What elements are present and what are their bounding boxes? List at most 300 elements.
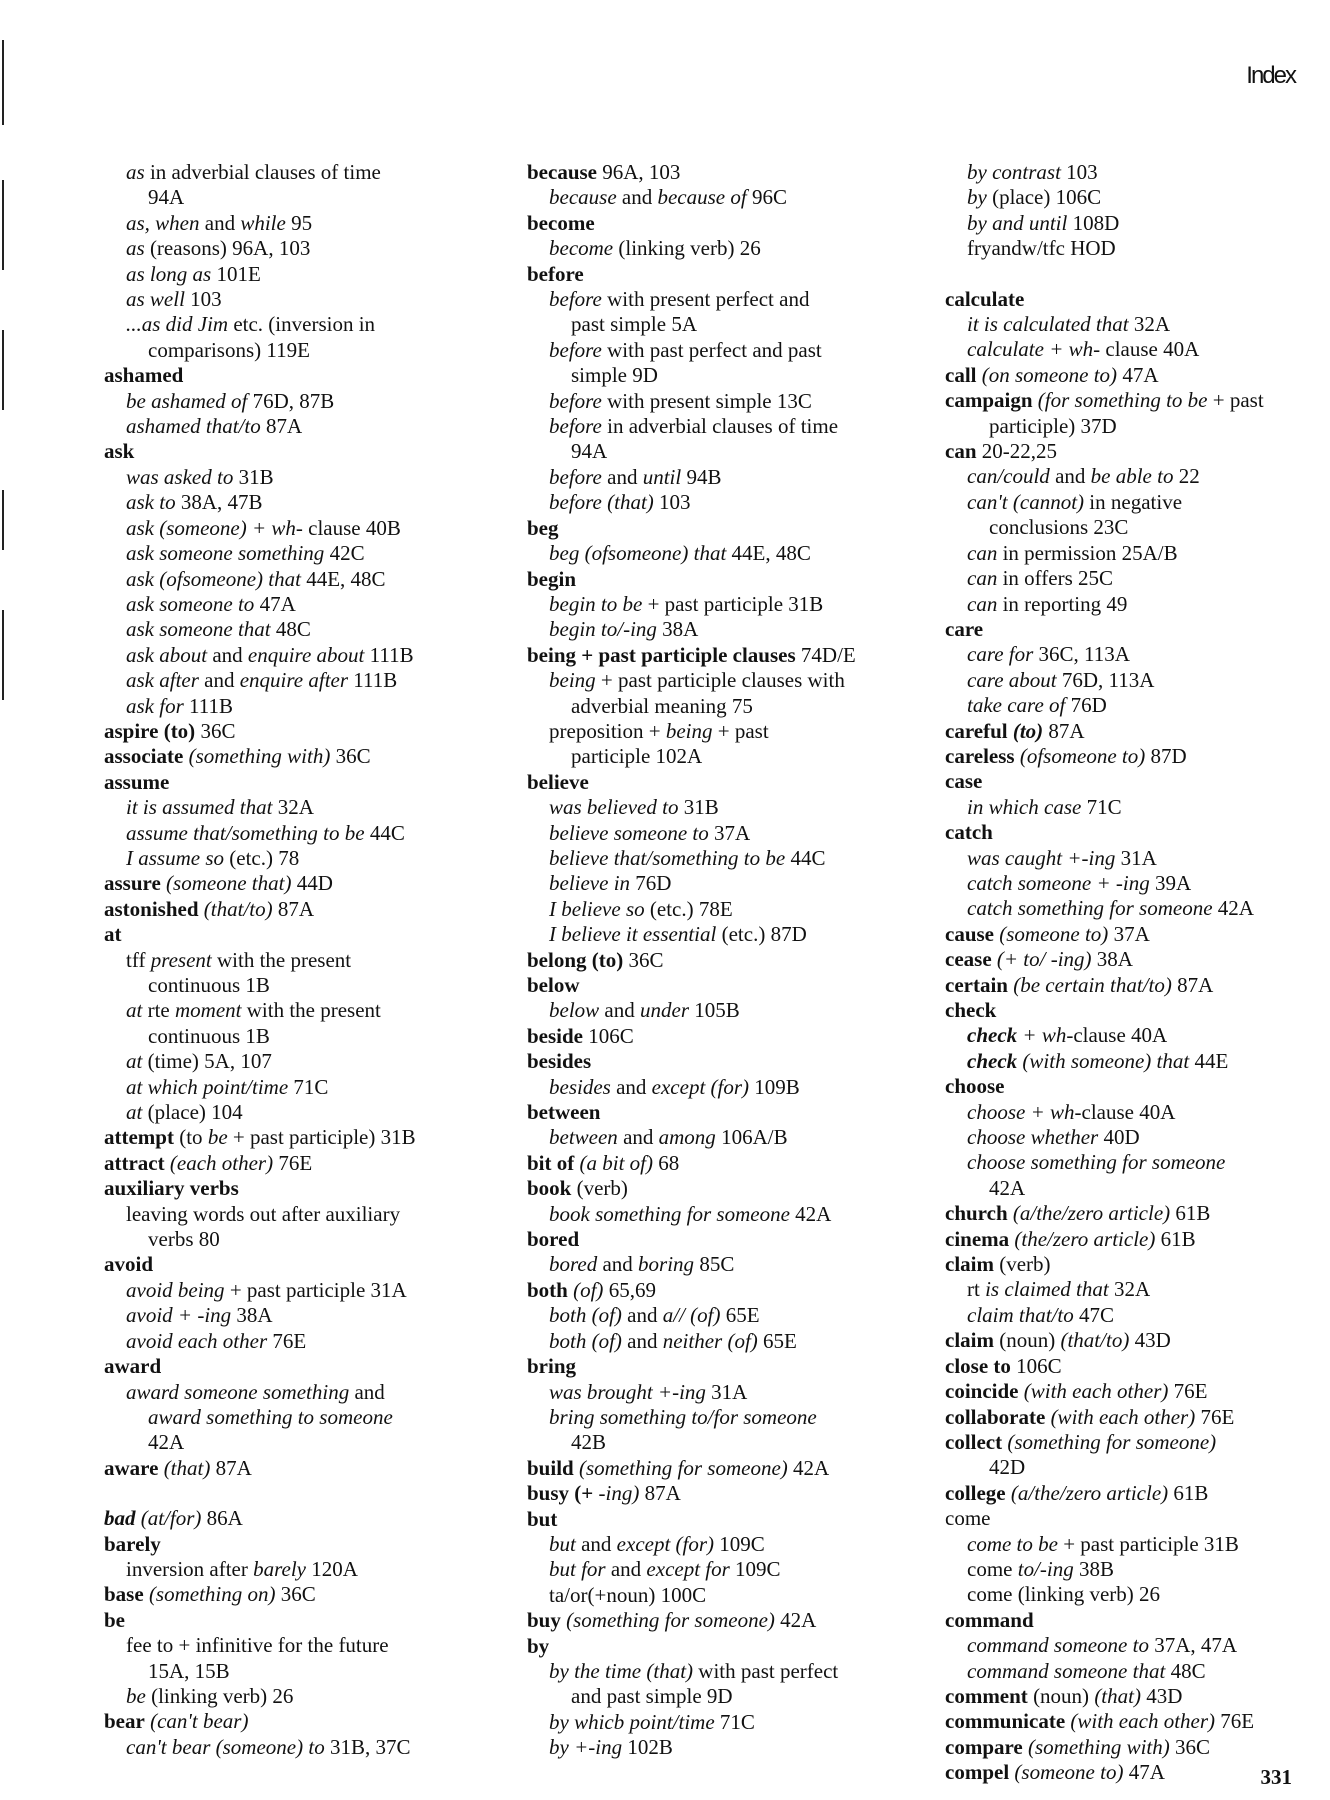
index-term: (on someone to) bbox=[981, 362, 1118, 387]
index-text: clause 40B bbox=[302, 515, 401, 540]
index-term: besides bbox=[549, 1074, 611, 1099]
index-text: participle 102A bbox=[571, 744, 703, 769]
index-term: enquire about bbox=[247, 642, 365, 667]
index-headword-line bbox=[104, 439, 524, 464]
index-entry-line bbox=[945, 1633, 1330, 1658]
index-term: (something for someone) bbox=[578, 1455, 788, 1480]
index-headword-line bbox=[945, 287, 1330, 312]
index-text: 37A bbox=[1108, 921, 1150, 946]
index-entry-line bbox=[945, 1100, 1330, 1125]
index-text: 47A bbox=[254, 591, 296, 616]
index-entry-line bbox=[527, 414, 947, 439]
index-headword: careless bbox=[945, 743, 1015, 768]
index-text: 111B bbox=[364, 642, 414, 667]
index-headword-line bbox=[527, 948, 947, 973]
index-headword-line bbox=[527, 567, 947, 592]
index-term: assume that/something to be bbox=[126, 820, 365, 845]
index-text: + past bbox=[712, 718, 769, 743]
index-text: 38B bbox=[1073, 1556, 1114, 1581]
index-headword-line bbox=[104, 1354, 524, 1379]
index-term: bring something to/for someone bbox=[549, 1404, 817, 1429]
index-headword: before bbox=[527, 261, 584, 286]
index-headword: catch bbox=[945, 820, 993, 845]
index-text: and bbox=[597, 1252, 639, 1277]
index-text: 109C bbox=[714, 1531, 765, 1556]
index-entry-line bbox=[945, 1150, 1330, 1175]
index-term: (something with) bbox=[188, 744, 331, 769]
index-text: 32A bbox=[1128, 312, 1170, 337]
index-headword-line bbox=[104, 363, 524, 388]
index-entry-line bbox=[527, 236, 947, 261]
index-headword: both bbox=[527, 1277, 568, 1302]
index-text: (place) 104 bbox=[142, 1100, 243, 1125]
index-headword: cinema bbox=[945, 1226, 1010, 1251]
index-text: 71C bbox=[1081, 794, 1122, 819]
index-headword: aware bbox=[104, 1455, 159, 1480]
index-text: and bbox=[610, 1074, 652, 1099]
index-term: by and until bbox=[967, 210, 1068, 235]
index-headword: church bbox=[945, 1201, 1008, 1226]
index-entry-line bbox=[527, 668, 947, 693]
index-term: ask after bbox=[126, 668, 199, 693]
index-entry-line bbox=[945, 160, 1330, 185]
index-text: come bbox=[967, 1556, 1018, 1581]
index-entry-line bbox=[945, 236, 1330, 261]
index-text: 76E bbox=[273, 1150, 313, 1175]
index-term: (something on) bbox=[148, 1582, 276, 1607]
scan-margin-mark bbox=[2, 490, 4, 550]
index-headword-line bbox=[104, 719, 524, 744]
index-text: 31B bbox=[678, 795, 719, 820]
index-entry-line bbox=[945, 464, 1330, 489]
index-headword: bored bbox=[527, 1227, 580, 1252]
index-entry-line bbox=[104, 1202, 524, 1227]
index-headword: by bbox=[527, 1633, 550, 1658]
index-headword-line bbox=[527, 1507, 947, 1532]
index-term: was believed to bbox=[549, 795, 679, 820]
index-term: -ing) bbox=[598, 1481, 640, 1506]
index-text: 109C bbox=[729, 1557, 781, 1582]
index-text: 87A bbox=[1171, 972, 1214, 997]
index-term: a// (of) bbox=[662, 1303, 721, 1328]
index-headword: auxiliary verbs bbox=[104, 1176, 239, 1201]
index-entry-line bbox=[945, 668, 1330, 693]
index-entry-line bbox=[527, 312, 947, 337]
index-text: ta/or(+noun) 100C bbox=[549, 1582, 707, 1607]
index-text: 61B bbox=[1168, 1480, 1209, 1505]
index-text: 42B bbox=[571, 1430, 607, 1455]
index-term: (with each other) bbox=[1050, 1404, 1196, 1429]
index-headword: begin bbox=[527, 566, 577, 591]
index-headword-line bbox=[945, 1709, 1330, 1734]
index-entry-line bbox=[945, 592, 1330, 617]
index-term: before bbox=[549, 414, 602, 439]
index-term: ask to bbox=[126, 490, 176, 515]
index-text: in adverbial clauses of time bbox=[144, 160, 381, 184]
index-entry-line bbox=[945, 490, 1330, 515]
index-headword-line bbox=[104, 1582, 524, 1607]
index-headword-line bbox=[104, 897, 524, 922]
index-headword: ask bbox=[104, 439, 135, 464]
index-term: until bbox=[642, 464, 682, 489]
index-entry-line bbox=[104, 1278, 524, 1303]
index-text: leaving words out after auxiliary bbox=[126, 1201, 401, 1226]
index-text: and bbox=[599, 998, 640, 1023]
index-entry-line bbox=[945, 896, 1330, 921]
index-text: 109B bbox=[749, 1074, 800, 1099]
index-entry-line bbox=[945, 312, 1330, 337]
index-text: fryandw/tfc HOD bbox=[967, 236, 1116, 261]
index-headword-line bbox=[945, 922, 1330, 947]
index-term: between bbox=[549, 1125, 618, 1150]
index-entry-line bbox=[104, 236, 524, 261]
index-term: ask about bbox=[126, 642, 208, 667]
index-text: 20-22,25 bbox=[976, 439, 1057, 464]
index-term: can't (cannot) bbox=[967, 489, 1085, 514]
index-headword: avoid bbox=[104, 1252, 154, 1277]
index-headword-line bbox=[104, 1532, 524, 1557]
index-headword: college bbox=[945, 1480, 1006, 1505]
index-term: (something for someone) bbox=[1007, 1429, 1217, 1454]
index-entry-line bbox=[527, 1710, 947, 1735]
index-text: and bbox=[617, 1125, 659, 1150]
index-headword: bad bbox=[104, 1506, 136, 1531]
index-term: (can't bear) bbox=[150, 1709, 249, 1734]
index-term: under bbox=[640, 998, 689, 1023]
index-term: (someone to) bbox=[1014, 1760, 1124, 1785]
index-headword: busy (+ bbox=[527, 1481, 594, 1506]
index-term: command someone that bbox=[967, 1658, 1166, 1683]
index-headword: attract bbox=[104, 1150, 165, 1175]
index-term: (that) bbox=[163, 1455, 211, 1480]
index-headword: cause bbox=[945, 921, 994, 946]
index-text: 71C bbox=[288, 1074, 329, 1099]
index-headword: being + past participle clauses bbox=[527, 642, 796, 667]
index-term: can bbox=[967, 591, 998, 616]
index-headword-line bbox=[527, 973, 947, 998]
index-term: (someone to) bbox=[999, 921, 1109, 946]
index-gap bbox=[945, 262, 1330, 287]
index-entry-line bbox=[104, 1049, 524, 1074]
index-entry-line bbox=[104, 262, 524, 287]
index-text: 106A/B bbox=[715, 1125, 788, 1150]
index-entry-line bbox=[104, 312, 524, 337]
index-text: 38A, 47B bbox=[175, 490, 263, 515]
index-text: 87A bbox=[639, 1481, 681, 1506]
index-term: I assume so bbox=[126, 845, 224, 870]
index-text: 61B bbox=[1170, 1201, 1211, 1226]
index-term: is claimed that bbox=[985, 1277, 1109, 1302]
index-headword-line bbox=[527, 643, 947, 668]
index-text: + past participle 31B bbox=[1057, 1531, 1239, 1556]
index-text: 42A bbox=[774, 1608, 817, 1633]
index-term: catch someone + -ing bbox=[967, 870, 1150, 895]
index-entry-line bbox=[527, 1252, 947, 1277]
index-text: 42A bbox=[148, 1430, 185, 1455]
index-text: 87A bbox=[210, 1455, 252, 1480]
index-text: tff bbox=[126, 947, 151, 972]
index-entry-line bbox=[104, 998, 524, 1023]
index-text: with past perfect and past bbox=[601, 337, 822, 362]
index-term: neither (of) bbox=[662, 1328, 758, 1353]
index-term: ashamed that/to bbox=[126, 414, 261, 439]
index-entry-line bbox=[104, 1100, 524, 1125]
index-headword-line bbox=[104, 1456, 524, 1481]
index-entry-line bbox=[527, 694, 947, 719]
index-text: 36C bbox=[275, 1582, 316, 1607]
index-term: can bbox=[967, 540, 998, 565]
index-entry-line bbox=[945, 1277, 1330, 1302]
index-text: 44E, 48C bbox=[300, 566, 386, 591]
index-term: enquire after bbox=[239, 668, 349, 693]
index-headword-line bbox=[945, 1252, 1330, 1277]
index-term: begin to/-ing bbox=[549, 617, 657, 642]
index-term: as long as bbox=[126, 261, 212, 286]
index-text: + past participle clauses with bbox=[595, 668, 845, 693]
index-text: 44C bbox=[785, 845, 826, 870]
index-headword: bring bbox=[527, 1354, 577, 1379]
index-column-3 bbox=[945, 160, 1330, 1786]
index-text: 36C bbox=[330, 744, 371, 769]
index-headword: beg bbox=[527, 515, 559, 540]
index-headword-line bbox=[104, 1252, 524, 1277]
index-text: + past participle 31A bbox=[224, 1277, 407, 1302]
index-headword: collaborate bbox=[945, 1404, 1046, 1429]
index-term: (someone that) bbox=[166, 871, 292, 896]
index-text: 47C bbox=[1073, 1302, 1115, 1327]
index-headword-line bbox=[527, 1049, 947, 1074]
index-term: award something to someone bbox=[148, 1404, 393, 1429]
index-headword: compare bbox=[945, 1734, 1023, 1759]
index-headword: (to) bbox=[1012, 718, 1044, 743]
index-headword: case bbox=[945, 769, 983, 794]
index-term: ...as did Jim bbox=[126, 312, 229, 337]
index-text: in adverbial clauses of time bbox=[601, 414, 839, 439]
index-text: past simple 5A bbox=[571, 312, 697, 337]
index-text: 76E bbox=[267, 1328, 307, 1353]
index-entry-line bbox=[527, 617, 947, 642]
index-gap bbox=[104, 1481, 524, 1506]
index-headword-line bbox=[527, 1354, 947, 1379]
index-entry-line bbox=[104, 1303, 524, 1328]
index-term: (that/to) bbox=[1060, 1328, 1130, 1353]
index-text: 108D bbox=[1067, 210, 1120, 235]
index-headword-line bbox=[527, 1176, 947, 1201]
index-entry-line bbox=[527, 1125, 947, 1150]
index-entry-line bbox=[527, 1380, 947, 1405]
index-entry-line bbox=[527, 795, 947, 820]
index-term: before bbox=[549, 388, 602, 413]
index-entry-line bbox=[945, 566, 1330, 591]
index-entry-line bbox=[527, 871, 947, 896]
index-text: + past bbox=[1207, 388, 1264, 413]
index-entry-line bbox=[527, 1430, 947, 1455]
index-text: 68 bbox=[653, 1150, 680, 1175]
index-entry-line bbox=[104, 1380, 524, 1405]
scan-margin-mark bbox=[2, 610, 4, 700]
index-text: with the present bbox=[211, 947, 352, 972]
index-term: can/could bbox=[967, 464, 1050, 489]
index-term: calculate + wh- bbox=[967, 337, 1101, 362]
index-headword-line bbox=[527, 160, 947, 185]
index-term: boring bbox=[638, 1252, 695, 1277]
index-term: before bbox=[549, 464, 602, 489]
index-headword-line bbox=[945, 1684, 1330, 1709]
index-entry-line bbox=[104, 846, 524, 871]
index-text: 32A bbox=[1108, 1277, 1151, 1302]
index-term: at bbox=[126, 1049, 143, 1074]
index-text: adverbial meaning 75 bbox=[571, 693, 753, 718]
index-entry-line bbox=[527, 1075, 947, 1100]
index-text: (verb) bbox=[993, 1252, 1051, 1277]
index-text: 87A bbox=[1043, 718, 1085, 743]
index-text: 76E bbox=[1168, 1379, 1208, 1404]
index-headword-line bbox=[945, 363, 1330, 388]
index-term: be able to bbox=[1090, 464, 1174, 489]
index-entry-line bbox=[945, 1176, 1330, 1201]
index-entry-line bbox=[104, 567, 524, 592]
page-header: Index bbox=[1246, 62, 1295, 89]
index-headword: cease bbox=[945, 947, 992, 972]
index-term: as bbox=[126, 236, 145, 261]
index-entry-line bbox=[527, 1405, 947, 1430]
index-headword-line bbox=[527, 262, 947, 287]
index-entry-line bbox=[104, 389, 524, 414]
index-term: come to be bbox=[967, 1531, 1058, 1556]
index-term: (something for someone) bbox=[566, 1608, 775, 1633]
index-entry-line bbox=[104, 211, 524, 236]
index-headword-line bbox=[104, 1608, 524, 1633]
index-headword: but bbox=[527, 1506, 558, 1531]
index-text: 22 bbox=[1173, 464, 1200, 489]
index-text: in negative bbox=[1084, 489, 1183, 514]
index-entry-line bbox=[527, 439, 947, 464]
index-entry-line bbox=[527, 998, 947, 1023]
index-entry-line bbox=[104, 1405, 524, 1430]
index-entry-line bbox=[104, 948, 524, 973]
index-headword: base bbox=[104, 1582, 144, 1607]
index-entry-line bbox=[104, 1633, 524, 1658]
index-headword: book bbox=[527, 1176, 572, 1201]
index-entry-line bbox=[104, 617, 524, 642]
index-text: and bbox=[207, 642, 248, 667]
index-term: avoid each other bbox=[126, 1328, 268, 1353]
index-headword-line bbox=[945, 1074, 1330, 1099]
index-text: 106C bbox=[583, 1023, 634, 1048]
index-headword-line bbox=[945, 1481, 1330, 1506]
index-text: fee to + infinitive for the future bbox=[126, 1633, 389, 1658]
index-text: clause 40A bbox=[1081, 1099, 1176, 1124]
index-text: 37A bbox=[708, 820, 751, 845]
index-headword-line bbox=[945, 1430, 1330, 1455]
index-entry-line bbox=[945, 795, 1330, 820]
index-term: award someone something bbox=[126, 1379, 350, 1404]
index-headword: build bbox=[527, 1455, 574, 1480]
index-text: verbs 80 bbox=[148, 1227, 220, 1252]
index-entry-line bbox=[104, 1735, 524, 1760]
index-entry-line bbox=[945, 1582, 1330, 1607]
index-text: 120A bbox=[306, 1556, 358, 1581]
index-text: 43D bbox=[1129, 1328, 1171, 1353]
index-text: 61B bbox=[1155, 1226, 1196, 1251]
index-entry-line bbox=[945, 1532, 1330, 1557]
index-text: participle) 37D bbox=[989, 413, 1117, 438]
index-text: comparisons) 119E bbox=[148, 337, 310, 362]
index-term: being bbox=[549, 668, 596, 693]
index-text: 42A bbox=[989, 1175, 1026, 1200]
index-text: 94A bbox=[571, 439, 608, 464]
index-text: 38A bbox=[1091, 947, 1133, 972]
index-headword-line bbox=[104, 922, 524, 947]
index-term: (a/the/zero article) bbox=[1010, 1480, 1169, 1505]
index-term: become bbox=[549, 236, 614, 261]
index-term: because of bbox=[657, 185, 747, 210]
index-text: 31B bbox=[233, 464, 274, 489]
index-term: (with each other) bbox=[1070, 1709, 1216, 1734]
index-term: be ashamed of bbox=[126, 388, 248, 413]
index-text: 103 bbox=[653, 490, 691, 515]
index-term: I believe so bbox=[549, 896, 645, 921]
index-headword: assure bbox=[104, 871, 161, 896]
index-headword: claim bbox=[945, 1252, 994, 1277]
index-headword-line bbox=[945, 388, 1330, 413]
index-text: come bbox=[945, 1506, 991, 1531]
index-text: and bbox=[621, 1303, 663, 1328]
index-text: 96C bbox=[746, 185, 787, 210]
index-text: (reasons) 96A, 103 bbox=[144, 236, 311, 261]
index-text: 36C bbox=[623, 947, 664, 972]
index-term: (+ to/ -ing) bbox=[996, 947, 1092, 972]
index-entry-line bbox=[527, 465, 947, 490]
index-headword: command bbox=[945, 1607, 1034, 1632]
index-headword: buy bbox=[527, 1608, 561, 1633]
index-text: 31B, 37C bbox=[324, 1734, 411, 1759]
index-term: bored bbox=[549, 1252, 598, 1277]
index-term: by +-ing bbox=[549, 1735, 623, 1760]
index-text: 76D bbox=[1065, 693, 1107, 718]
index-term: (at/for) bbox=[140, 1506, 202, 1531]
index-text: 44E, 48C bbox=[726, 541, 811, 566]
index-headword: compel bbox=[945, 1760, 1010, 1785]
index-text: 65E bbox=[720, 1303, 760, 1328]
index-term: (that) bbox=[1094, 1683, 1141, 1708]
index-text: continuous 1B bbox=[148, 973, 270, 997]
index-entry-line bbox=[527, 592, 947, 617]
index-term: (be certain that/to) bbox=[1013, 972, 1172, 997]
index-entry-line bbox=[945, 211, 1330, 236]
index-text: 36C bbox=[1169, 1734, 1211, 1759]
index-text: 96A, 103 bbox=[597, 160, 681, 184]
index-text: rt bbox=[967, 1277, 986, 1302]
index-entry-line bbox=[104, 795, 524, 820]
index-text: 76D, 87B bbox=[247, 388, 335, 413]
index-term: as well bbox=[126, 287, 185, 312]
index-text: 74D/E bbox=[795, 642, 856, 667]
index-text: (time) 5A, 107 bbox=[142, 1049, 272, 1074]
index-headword: bit of bbox=[527, 1150, 575, 1175]
index-headword: claim bbox=[945, 1328, 994, 1353]
index-entry-line bbox=[945, 515, 1330, 540]
index-headword: associate bbox=[104, 744, 184, 769]
index-entry-line bbox=[945, 1659, 1330, 1684]
index-entry-line bbox=[945, 642, 1330, 667]
index-entry-line bbox=[945, 185, 1330, 210]
index-headword: care bbox=[945, 616, 984, 641]
index-text: (noun) bbox=[1027, 1683, 1095, 1708]
index-text: and bbox=[621, 1328, 663, 1353]
index-headword-line bbox=[945, 1227, 1330, 1252]
index-entry-line bbox=[945, 541, 1330, 566]
